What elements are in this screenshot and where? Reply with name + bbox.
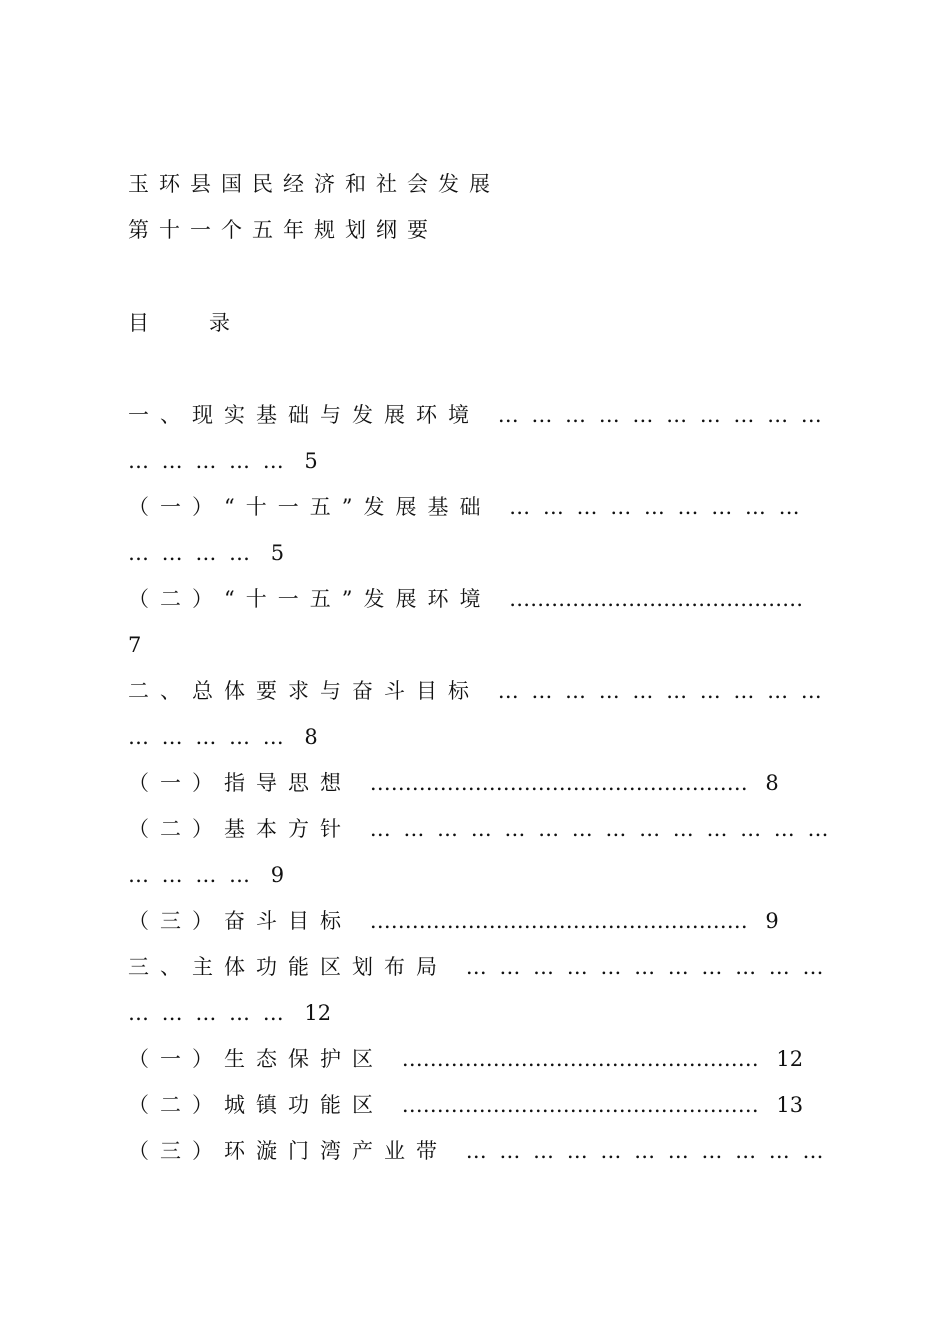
toc-leader-dots: … … … … …	[128, 725, 287, 749]
toc-heading-right: 录	[209, 311, 230, 335]
toc-leader-dots: ……………………………………	[509, 587, 804, 611]
toc-heading	[128, 308, 230, 338]
toc-leader-dots: ……………………………………………	[401, 1093, 759, 1117]
toc-entry[interactable]	[128, 676, 825, 706]
toc-page-number: 8	[765, 771, 779, 795]
toc-entry-text: （一）生态保护区	[128, 1047, 384, 1071]
toc-entry[interactable]	[128, 722, 318, 752]
toc-page-number: 8	[304, 725, 318, 749]
toc-entry[interactable]	[128, 1090, 803, 1120]
toc-entry-text: 三、主体功能区划布局	[128, 955, 448, 979]
toc-entry[interactable]	[128, 446, 318, 476]
toc-entry[interactable]	[128, 998, 331, 1028]
toc-leader-dots: … … … … …	[128, 1001, 287, 1025]
toc-entry[interactable]	[128, 630, 141, 660]
toc-leader-dots: … … … … … … … … … … … … … …	[369, 817, 832, 841]
toc-entry-text: （三）奋斗目标	[128, 909, 352, 933]
toc-leader-dots: … … … … … … … … …	[509, 495, 803, 519]
toc-leader-dots: … … … …	[128, 863, 254, 887]
toc-entry-text: 一、现实基础与发展环境	[128, 403, 480, 427]
document-title-line1: 玉环县国民经济和社会发展	[128, 172, 500, 196]
toc-entry[interactable]	[128, 906, 779, 936]
document-title-line2: 第十一个五年规划纲要	[128, 218, 438, 242]
toc-entry[interactable]	[128, 860, 284, 890]
toc-entry[interactable]	[128, 952, 826, 982]
toc-entry-text: （二）基本方针	[128, 817, 352, 841]
toc-leader-dots: … … … …	[128, 541, 254, 565]
toc-entry[interactable]	[128, 584, 803, 614]
toc-page-number: 7	[128, 633, 142, 657]
toc-leader-dots: … … … … … … … … … … …	[465, 955, 827, 979]
toc-entry[interactable]	[128, 1044, 803, 1074]
toc-leader-dots: ……………………………………………	[401, 1047, 759, 1071]
toc-page-number: 9	[270, 863, 285, 887]
toc-entry-text: （一）指导思想	[128, 771, 352, 795]
toc-entry-text: （二）“十一五”发展环境	[128, 587, 492, 611]
toc-leader-dots: ………………………………………………	[369, 771, 748, 795]
toc-leader-dots: … … … … …	[128, 449, 287, 473]
toc-page-number: 13	[776, 1093, 804, 1117]
toc-entry-text: （三）环漩门湾产业带	[128, 1139, 448, 1163]
toc-entry-text: 二、总体要求与奋斗目标	[128, 679, 480, 703]
toc-entry[interactable]	[128, 768, 779, 798]
toc-entry[interactable]	[128, 1136, 826, 1166]
toc-entry[interactable]	[128, 400, 825, 430]
toc-page-number: 12	[304, 1001, 332, 1025]
toc-entry[interactable]	[128, 492, 803, 522]
toc-entry[interactable]	[128, 814, 831, 844]
toc-leader-dots: ………………………………………………	[369, 909, 748, 933]
toc-entry[interactable]	[128, 538, 284, 568]
toc-leader-dots: … … … … … … … … … …	[497, 679, 825, 703]
toc-page-number: 5	[304, 449, 318, 473]
toc-entry-text: （一）“十一五”发展基础	[128, 495, 492, 519]
toc-heading-left: 目	[128, 311, 149, 335]
toc-page-number: 5	[270, 541, 285, 565]
toc-entry-text: （二）城镇功能区	[128, 1093, 384, 1117]
toc-page-number: 12	[776, 1047, 804, 1071]
toc-page-number: 9	[765, 909, 779, 933]
toc-leader-dots: … … … … … … … … … … …	[465, 1139, 827, 1163]
toc-leader-dots: … … … … … … … … … …	[497, 403, 825, 427]
